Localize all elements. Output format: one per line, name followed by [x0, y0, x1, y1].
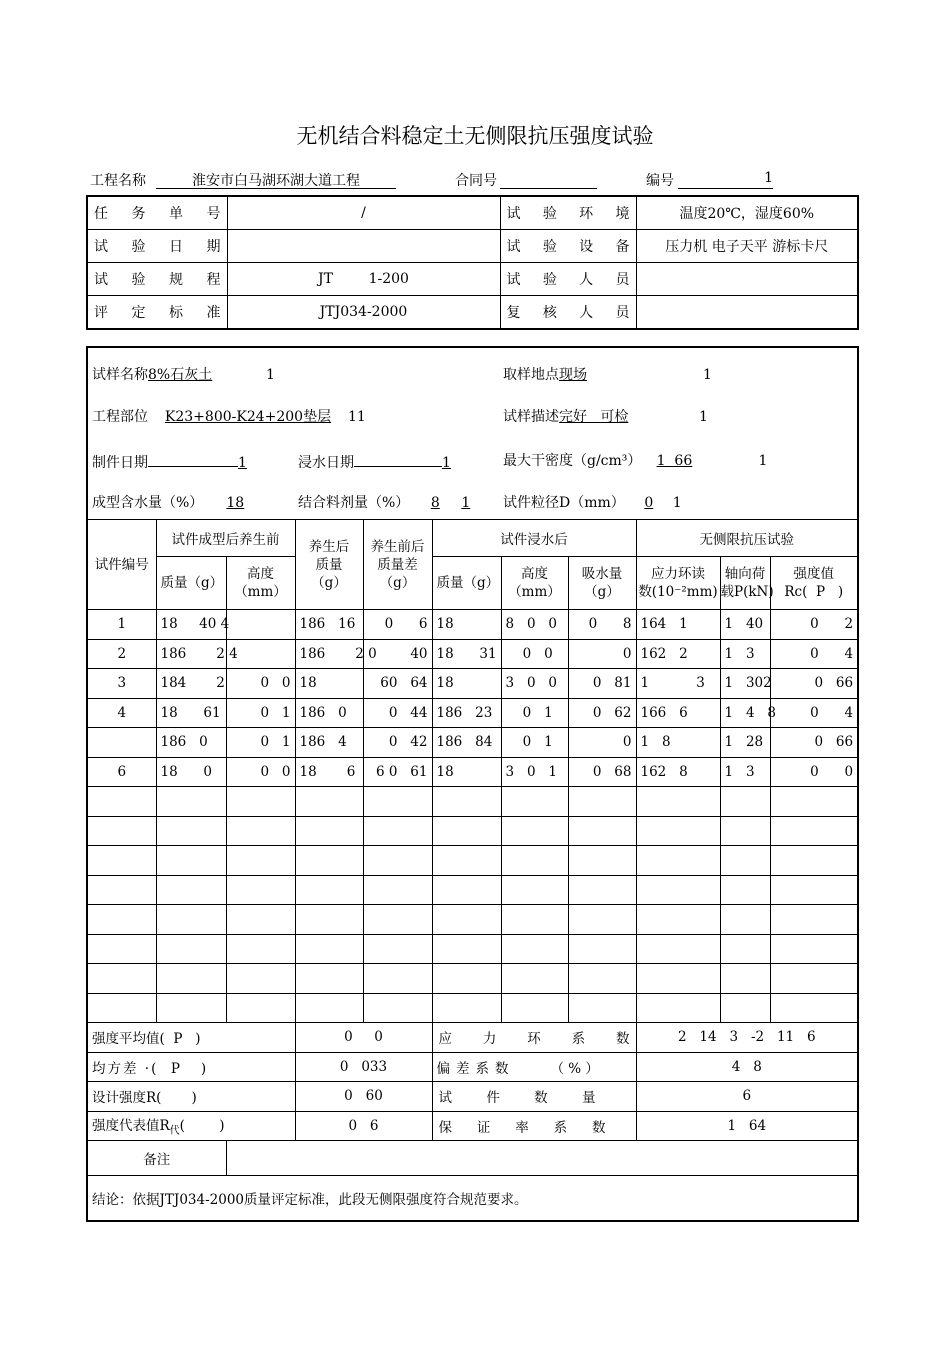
guarantee-value: 1 64 [636, 1111, 858, 1141]
data-cell [770, 905, 858, 935]
cv-unit: （ % ） [550, 1060, 599, 1077]
data-cell: 0 2 [770, 610, 858, 640]
data-cell [568, 964, 636, 994]
location-value: 现场 [559, 367, 587, 383]
table-row [87, 787, 858, 817]
avg-label: 强度平均值( P ) [87, 1023, 295, 1053]
soak-date-suffix: 1 [442, 455, 451, 471]
data-cell [432, 905, 501, 935]
table-row [87, 934, 858, 964]
data-cell [432, 787, 501, 817]
cv-label-cell [432, 1052, 636, 1082]
cv-label: 偏差系数 [436, 1060, 515, 1077]
data-cell [295, 816, 363, 846]
data-cell [501, 934, 568, 964]
data-cell: 186 0 [295, 698, 363, 728]
specimen-no-cell [87, 934, 156, 964]
data-cell [636, 787, 720, 817]
data-cell [568, 875, 636, 905]
data-cell [432, 934, 501, 964]
data-cell [363, 993, 432, 1023]
table-row [87, 698, 858, 728]
data-cell: 8 0 0 [501, 610, 568, 640]
table-row [87, 263, 858, 296]
rep-sub: 代 [169, 1126, 180, 1138]
header-info [90, 170, 860, 190]
data-cell: 1 302 [720, 669, 770, 699]
data-cell [363, 816, 432, 846]
data-cell: 3 0 0 [501, 669, 568, 699]
data-cell: 0 0 [226, 669, 295, 699]
data-cell: 0 66 [770, 728, 858, 758]
task-no-label: 任务单号 [87, 196, 227, 230]
data-cell [770, 846, 858, 876]
procedure-value: JT 1-200 [227, 263, 500, 296]
page-title: 无机结合料稳定土无侧限抗压强度试验 [296, 124, 654, 148]
env-label: 试验环境 [500, 196, 636, 230]
data-cell: 0 0 [770, 757, 858, 787]
data-cell: 162 8 [636, 757, 720, 787]
mass-diff-header: 养生前后质量差（g） [363, 520, 432, 610]
remark-label: 备注 [87, 1141, 226, 1176]
binder-label: 结合料剂量（%） [298, 495, 410, 511]
data-cell: 18 [432, 610, 501, 640]
data-cell [226, 846, 295, 876]
part-value: K23+800-K24+200垫层 [164, 409, 332, 425]
data-cell [568, 787, 636, 817]
tester-value [636, 263, 858, 296]
project-label: 工程名称 [90, 173, 146, 189]
make-date-label: 制件日期 [92, 455, 148, 471]
data-cell [226, 875, 295, 905]
test-date-label: 试验日期 [87, 230, 227, 263]
number-value: 1 [678, 170, 773, 189]
table-row [87, 669, 858, 699]
after-cure-mass-header: 养生后质量 （g） [295, 520, 363, 610]
specimen-no-cell: 3 [87, 669, 156, 699]
standard-value: JTJ034-2000 [227, 296, 500, 330]
data-cell: 1 4 8 [720, 698, 770, 728]
data-cell: 0 62 [568, 698, 636, 728]
data-cell: 164 1 [636, 610, 720, 640]
moisture-value: 18 [226, 495, 245, 511]
data-cell: 186 23 [432, 698, 501, 728]
data-cell [432, 964, 501, 994]
data-cell [568, 905, 636, 935]
data-cell [501, 875, 568, 905]
data-cell [720, 875, 770, 905]
specimen-no-cell [87, 787, 156, 817]
std-value: 0 033 [295, 1052, 432, 1082]
data-cell [770, 964, 858, 994]
data-cell [226, 905, 295, 935]
max-density-label: 最大干密度（g/cm³） [503, 453, 642, 469]
remark-value [226, 1141, 858, 1176]
data-cell [226, 787, 295, 817]
height-header-2: 高度 （mm） [501, 557, 568, 610]
table-row [87, 993, 858, 1023]
data-cell [636, 875, 720, 905]
data-cell [295, 905, 363, 935]
data-cell [720, 993, 770, 1023]
std-label: 均方差 ·( P ) [87, 1052, 295, 1082]
design-value: 0 60 [295, 1082, 432, 1112]
count-value: 6 [636, 1082, 858, 1112]
specimen-no-cell: 6 [87, 757, 156, 787]
moisture-label: 成型含水量（%） [92, 495, 204, 511]
conclusion: 结论：依据JTJ034-2000质量评定标准，此段无侧限强度符合规范要求。 [87, 1176, 858, 1222]
tester-label: 试验人员 [500, 263, 636, 296]
specimen-no-cell [87, 875, 156, 905]
data-cell [295, 934, 363, 964]
sample-name-label: 试样名称 [92, 367, 148, 383]
data-cell: 0 4 [770, 698, 858, 728]
data-cell [156, 964, 226, 994]
data-cell [295, 787, 363, 817]
reviewer-label: 复核人员 [500, 296, 636, 330]
specimen-no-cell [87, 905, 156, 935]
data-cell: 186 16 [295, 610, 363, 640]
sample-info [87, 347, 858, 520]
data-cell [156, 787, 226, 817]
data-cell [432, 875, 501, 905]
data-cell [156, 934, 226, 964]
data-cell: 0 [568, 728, 636, 758]
data-cell [363, 875, 432, 905]
grain-label: 试件粒径D（mm） [503, 495, 625, 511]
data-cell [501, 816, 568, 846]
contract-label: 合同号 [455, 173, 497, 189]
grain-value: 0 [644, 495, 654, 511]
data-cell: 186 0 [156, 728, 226, 758]
part-suffix: 11 [348, 409, 366, 425]
rep-value: 0 6 [295, 1111, 432, 1141]
specimen-no-cell: 4 [87, 698, 156, 728]
data-cell: 18 6 [295, 757, 363, 787]
data-cell: 18 40 4 [156, 610, 226, 640]
data-cell [226, 934, 295, 964]
data-cell: 1 3 [636, 669, 720, 699]
data-cell [295, 875, 363, 905]
desc-value: 完好 可检 [559, 409, 629, 425]
contract-value [500, 170, 597, 189]
env-value: 温度20℃，湿度60% [636, 196, 858, 230]
specimen-no-cell [87, 993, 156, 1023]
data-cell [501, 993, 568, 1023]
data-cell: 0 1 [226, 698, 295, 728]
data-cell: 18 31 [432, 639, 501, 669]
desc-suffix: 1 [699, 409, 708, 425]
table-row [87, 905, 858, 935]
data-cell [432, 993, 501, 1023]
table-row [87, 816, 858, 846]
data-cell: 0 1 [226, 728, 295, 758]
sample-name-suffix: 1 [266, 367, 275, 383]
data-cell [720, 846, 770, 876]
guarantee-label: 保证率系数 [432, 1111, 636, 1141]
project-value: 淮安市白马湖环湖大道工程 [156, 170, 396, 189]
data-cell: 0 [568, 639, 636, 669]
data-cell [156, 875, 226, 905]
data-cell: 166 6 [636, 698, 720, 728]
specimen-no-cell: 1 [87, 610, 156, 640]
after-soak-header: 试件浸水后 [432, 520, 636, 557]
data-cell: 186 4 [295, 728, 363, 758]
data-cell [363, 787, 432, 817]
data-cell: 184 2 [156, 669, 226, 699]
data-cell: 3 0 1 [501, 757, 568, 787]
data-cell [501, 905, 568, 935]
data-cell [501, 964, 568, 994]
data-cell: 40 [363, 639, 432, 669]
data-cell [720, 905, 770, 935]
avg-value: 0 0 [295, 1023, 432, 1053]
design-label: 设计强度R( ) [87, 1082, 295, 1112]
data-cell [363, 934, 432, 964]
data-cell: 0 6 [363, 610, 432, 640]
mass-header: 质量（g） [156, 557, 226, 610]
specimen-no-header: 试件编号 [87, 520, 156, 610]
table-row [87, 757, 858, 787]
data-cell: 18 [432, 669, 501, 699]
table-row [87, 875, 858, 905]
rep-label-cell [87, 1111, 295, 1141]
data-cell: 186 2 4 [156, 639, 226, 669]
part-label: 工程部位 [92, 409, 148, 425]
data-rows [87, 610, 858, 1023]
data-cell: 186 2 0 [295, 639, 363, 669]
data-cell [770, 875, 858, 905]
mass-header-2: 质量（g） [432, 557, 501, 610]
ring-coef-label: 应力环系数 [432, 1023, 636, 1053]
data-cell: 0 44 [363, 698, 432, 728]
equipment-value: 压力机 电子天平 游标卡尺 [636, 230, 858, 263]
data-cell: 18 [295, 669, 363, 699]
grain-suffix: 1 [672, 495, 682, 511]
data-cell [156, 993, 226, 1023]
data-cell [636, 993, 720, 1023]
data-cell: 0 1 [501, 728, 568, 758]
data-cell [636, 964, 720, 994]
before-cure-header: 试件成型后养生前 [156, 520, 295, 557]
data-cell: 186 84 [432, 728, 501, 758]
strength-header: 强度值 Rc( P ) [770, 557, 858, 610]
data-cell [156, 905, 226, 935]
data-cell [363, 964, 432, 994]
desc-label: 试样描述 [503, 409, 559, 425]
specimen-no-cell: 2 [87, 639, 156, 669]
data-cell: 0 1 [501, 698, 568, 728]
data-cell [568, 934, 636, 964]
data-cell [770, 787, 858, 817]
specimen-no-cell [87, 816, 156, 846]
data-cell [770, 934, 858, 964]
binder-value: 8 [430, 495, 440, 511]
cv-value: 4 8 [636, 1052, 858, 1082]
data-cell [636, 905, 720, 935]
table-row [87, 296, 858, 330]
data-cell: 0 4 [770, 639, 858, 669]
data-cell [432, 816, 501, 846]
table-row [87, 610, 858, 640]
test-info-table [86, 195, 859, 330]
data-cell: 60 64 [363, 669, 432, 699]
data-cell [432, 846, 501, 876]
data-cell: 0 0 [226, 757, 295, 787]
water-abs-header: 吸水量 （g） [568, 557, 636, 610]
axial-load-header: 轴向荷 载P(kN) [720, 557, 770, 610]
data-cell: 18 61 [156, 698, 226, 728]
ring-coef-value: 2 14 3 -2 11 6 [636, 1023, 858, 1053]
count-label: 试件数量 [432, 1082, 636, 1112]
data-cell [295, 846, 363, 876]
number-label: 编号 [646, 173, 674, 189]
data-cell: 1 3 [720, 757, 770, 787]
test-date-value [227, 230, 500, 263]
data-cell [226, 964, 295, 994]
specimen-no-cell [87, 846, 156, 876]
procedure-label: 试验规程 [87, 263, 227, 296]
data-cell [568, 846, 636, 876]
specimen-no-cell [87, 964, 156, 994]
data-cell [295, 964, 363, 994]
data-cell [226, 993, 295, 1023]
data-cell [156, 816, 226, 846]
data-cell [156, 846, 226, 876]
max-density-suffix: 1 [758, 453, 768, 469]
data-cell: 0 81 [568, 669, 636, 699]
data-cell [226, 816, 295, 846]
make-date-suffix: 1 [238, 455, 247, 471]
data-cell: 18 0 [156, 757, 226, 787]
data-cell: 1 8 [636, 728, 720, 758]
reviewer-value [636, 296, 858, 330]
data-cell: 18 [432, 757, 501, 787]
sample-name-value: 8%石灰土 [148, 367, 213, 383]
table-row [87, 964, 858, 994]
rep-paren: ( ) [179, 1118, 225, 1135]
data-cell [770, 816, 858, 846]
standard-label: 评定标准 [87, 296, 227, 330]
data-cell: 0 42 [363, 728, 432, 758]
binder-suffix: 1 [461, 495, 471, 511]
data-cell: 1 40 [720, 610, 770, 640]
data-cell [568, 816, 636, 846]
data-cell: 0 68 [568, 757, 636, 787]
soak-date-label: 浸水日期 [298, 455, 354, 471]
table-row [87, 196, 858, 230]
location-suffix: 1 [703, 367, 712, 383]
data-cell: 6 0 61 [363, 757, 432, 787]
data-cell [501, 846, 568, 876]
table-row [87, 230, 858, 263]
data-cell [636, 816, 720, 846]
table-row [87, 639, 858, 669]
data-cell [568, 993, 636, 1023]
data-cell: 1 28 [720, 728, 770, 758]
data-cell: 162 2 [636, 639, 720, 669]
data-cell [636, 934, 720, 964]
location-label: 取样地点 [503, 367, 559, 383]
test-data-table [86, 346, 859, 1222]
data-cell: 0 8 [568, 610, 636, 640]
data-cell [720, 934, 770, 964]
ring-reading-header: 应力环读 数(10⁻²mm) [636, 557, 720, 610]
data-cell [363, 905, 432, 935]
table-row [87, 728, 858, 758]
rep-label: 强度代表值R [92, 1118, 170, 1135]
data-cell: 1 3 [720, 639, 770, 669]
height-header: 高度 （mm） [226, 557, 295, 610]
max-density-value: 1 66 [656, 453, 693, 469]
data-cell: 0 0 [501, 639, 568, 669]
data-cell [720, 964, 770, 994]
ucs-header: 无侧限抗压试验 [636, 520, 858, 557]
data-cell [295, 993, 363, 1023]
data-cell: 0 66 [770, 669, 858, 699]
data-cell [720, 816, 770, 846]
data-cell [770, 993, 858, 1023]
data-cell [501, 787, 568, 817]
table-row [87, 846, 858, 876]
specimen-no-cell [87, 728, 156, 758]
data-cell [636, 846, 720, 876]
data-cell [720, 787, 770, 817]
data-cell [226, 610, 295, 640]
equipment-label: 试验设备 [500, 230, 636, 263]
task-no-value: / [227, 196, 500, 230]
data-cell [363, 846, 432, 876]
